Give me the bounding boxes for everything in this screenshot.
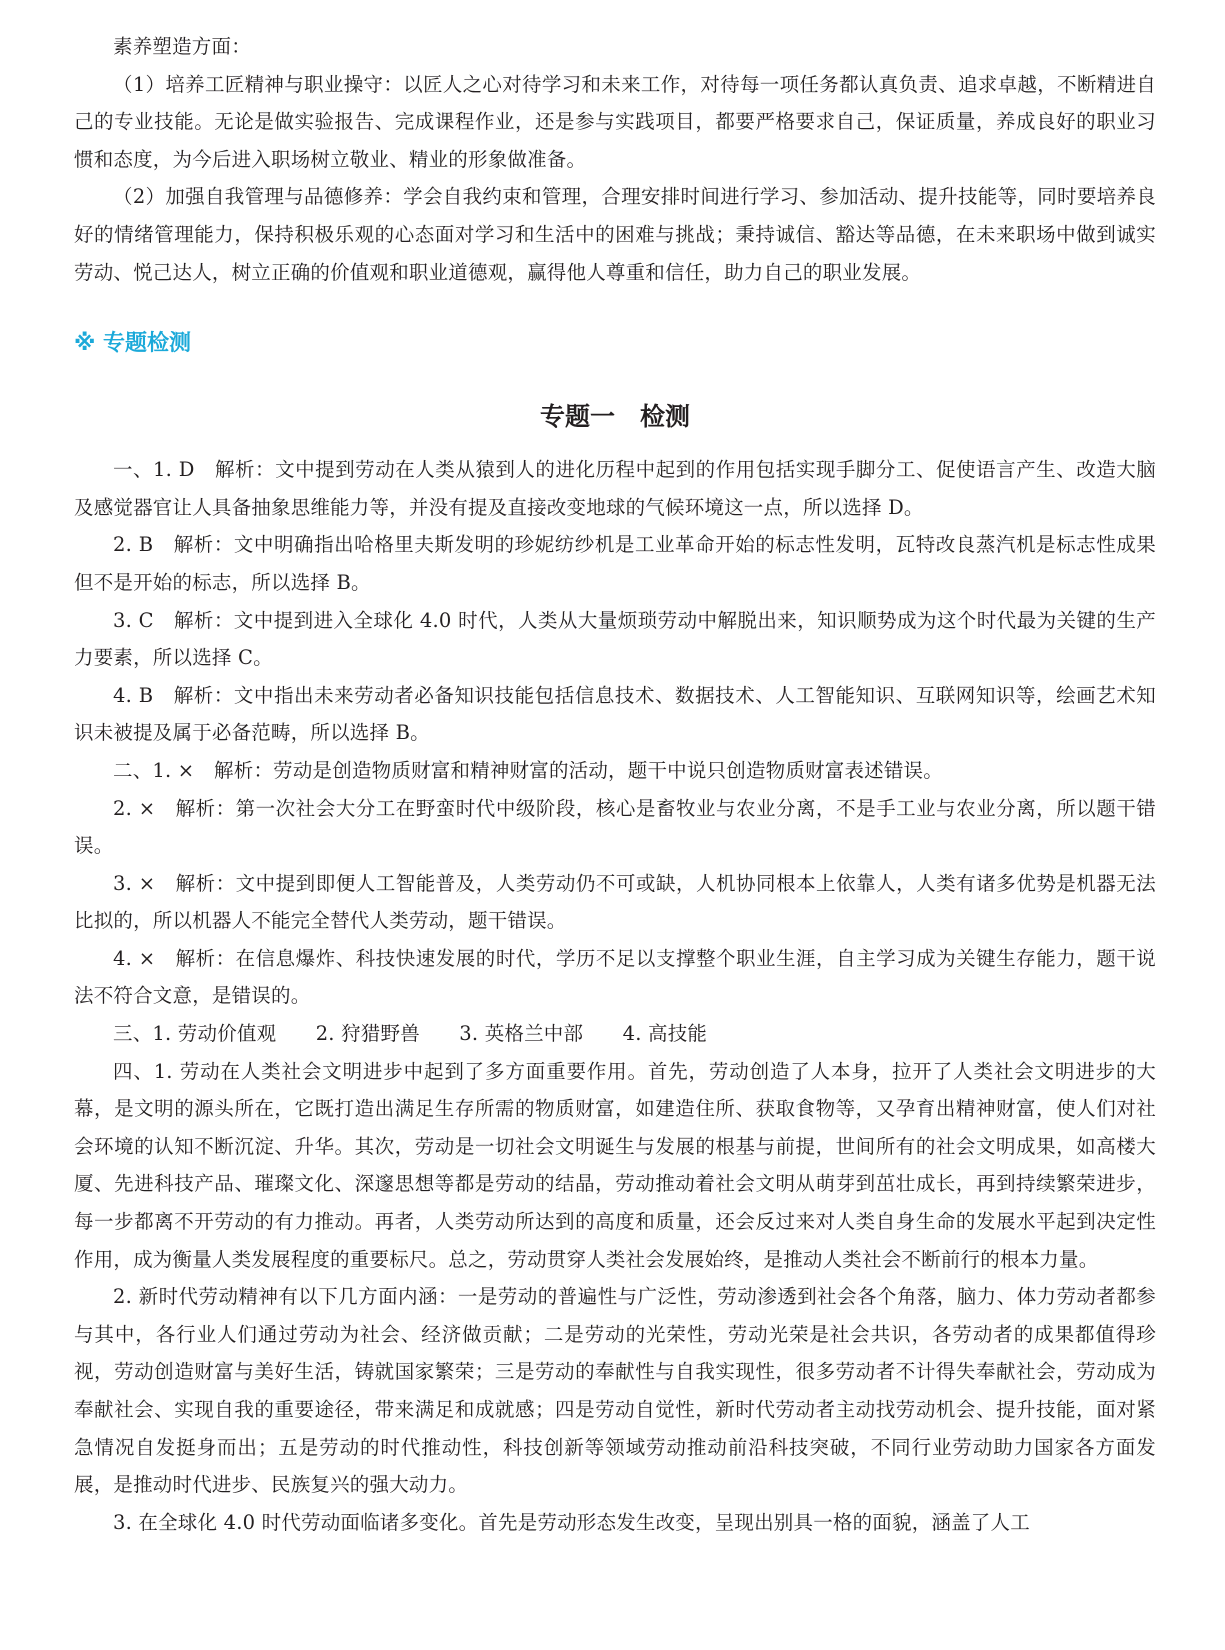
answer-1-1: 一、1. D 解析：文中提到劳动在人类从猿到人的进化历程中起到的作用包括实现手脚分工、促使语言产生、改造大脑及感觉器官让人具备抽象思维能力等，并没有提及直接改变地球的气候环境这一点，所以选择 D。 — [74, 458, 1156, 519]
intro-item-2: （2）加强自我管理与品德修养：学会自我约束和管理，合理安排时间进行学习、参加活动、提升技能等，同时要培养良好的情绪管理能力，保持积极乐观的心态面对学习和生活中的困难与挑战；秉持诚信、豁达等品德，在未来职场中做到诚实劳动、悦己达人，树立正确的价值观和职业道德观，赢得他人尊重和信任，助力自己的职业发展。 — [74, 185, 1156, 284]
answer-3-fill-blanks: 三、1. 劳动价值观 2. 狩猎野兽 3. 英格兰中部 4. 高技能 — [113, 1022, 708, 1046]
answer-2-4: 4. × 解析：在信息爆炸、科技快速发展的时代，学历不足以支撑整个职业生涯，自主学习成为关键生存能力，题干说法不符合文意，是错误的。 — [74, 946, 1156, 1008]
topic-title: 专题一 检测 — [539, 402, 690, 432]
section-heading: ※ 专题检测 — [74, 331, 192, 357]
answer-2-3: 3. × 解析：文中提到即便人工智能普及，人类劳动仍不可或缺，人机协同根本上依靠人，人类有诸多优势是机器无法比拟的，所以机器人不能完全替代人类劳动，题干错误。 — [74, 871, 1156, 933]
answer-2-1: 二、1. × 解析：劳动是创造物质财富和精神财富的活动，题干中说只创造物质财富表述错误。 — [113, 758, 943, 782]
intro-heading: 素养塑造方面： — [113, 35, 251, 58]
answer-2-2: 2. × 解析：第一次社会大分工在野蛮时代中级阶段，核心是畜牧业与农业分离，不是手工业与农业分离，所以题干错误。 — [74, 796, 1156, 858]
answer-4-1: 四、1. 劳动在人类社会文明进步中起到了多方面重要作用。首先，劳动创造了人本身，拉开了人类社会文明进步的大幕，是文明的源头所在，它既打造出满足生存所需的物质财富，如建造住所、获取食物等，又孕育出精神财富，使人们对社会环境的认知不断沉淀、升华。其次，劳动是一切社会文明诞生与发展的根基与前提，世间所有的社会文明成果，如高楼大厦、先进科技产品、璀璨文化、深邃思想等都是劳动的结晶，劳动推动着社会文明从萌芽到茁壮成长，再到持续繁荣进步，每一步都离不开劳动的有力推动。再者，人类劳动所达到的高度和质量，还会反过来对人类自身生命的发展水平起到决定性作用，成为衡量人类发展程度的重要标尺。总之，劳动贯穿人类社会发展始终，是推动人类社会不断前行的根本力量。 — [74, 1059, 1156, 1271]
answer-4-2: 2. 新时代劳动精神有以下几方面内涵：一是劳动的普遍性与广泛性，劳动渗透到社会各个角落，脑力、体力劳动者都参与其中，各行业人们通过劳动为社会、经济做贡献；二是劳动的光荣性，劳动光荣是社会共识，各劳动者的成果都值得珍视，劳动创造财富与美好生活，铸就国家繁荣；三是劳动的奉献性与自我实现性，很多劳动者不计得失奉献社会，劳动成为奉献社会、实现自我的重要途径，带来满足和成就感；四是劳动自觉性，新时代劳动者主动找劳动机会、提升技能，面对紧急情况自发挺身而出；五是劳动的时代推动性，科技创新等领域劳动推动前沿科技突破，不同行业劳动助力国家各方面发展，是推动时代进步、民族复兴的强大动力。 — [74, 1285, 1156, 1497]
answer-1-4: 4. B 解析：文中指出未来劳动者必备知识技能包括信息技术、数据技术、人工智能知识、互联网知识等，绘画艺术知识未被提及属于必备范畴，所以选择 B。 — [74, 683, 1156, 745]
intro-item-1: （1）培养工匠精神与职业操守：以匠人之心对待学习和未来工作，对待每一项任务都认真负责、追求卓越，不断精进自己的专业技能。无论是做实验报告、完成课程作业，还是参与实践项目，都要严格要求自己，保证质量，养成良好的职业习惯和态度，为今后进入职场树立敬业、精业的形象做准备。 — [74, 72, 1156, 171]
page-content — [74, 28, 1156, 1541]
answer-1-2: 2. B 解析：文中明确指出哈格里夫斯发明的珍妮纺纱机是工业革命开始的标志性发明，瓦特改良蒸汽机是标志性成果但不是开始的标志，所以选择 B。 — [74, 533, 1156, 594]
answer-1-3: 3. C 解析：文中提到进入全球化 4.0 时代，人类从大量烦琐劳动中解脱出来，知识顺势成为这个时代最为关键的生产力要素，所以选择 C。 — [74, 608, 1156, 670]
answer-4-3: 3. 在全球化 4.0 时代劳动面临诸多变化。首先是劳动形态发生改变，呈现出别具一格的面貌，涵盖了人工 — [113, 1510, 1030, 1534]
